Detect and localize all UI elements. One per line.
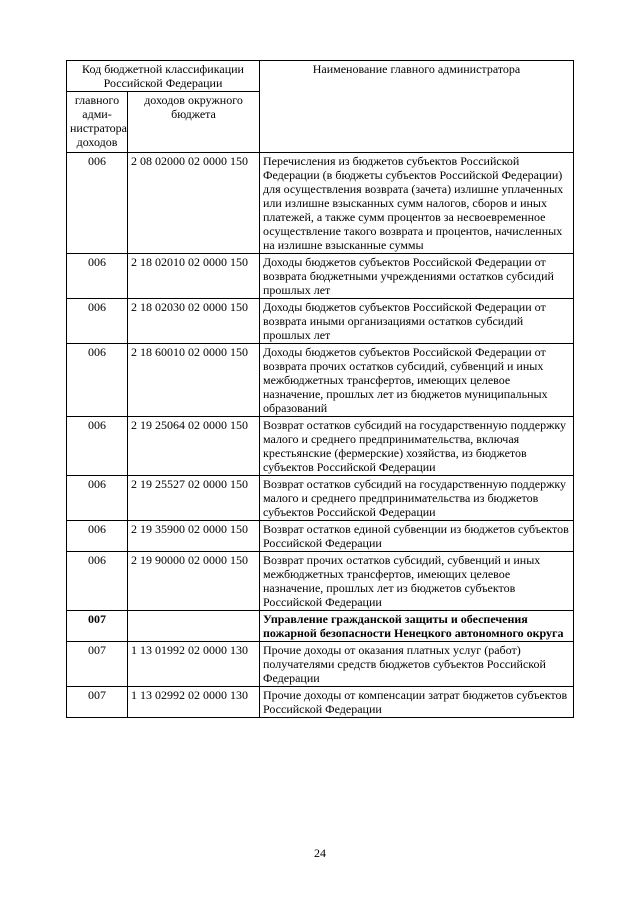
administrator-name-cell: Перечисления из бюджетов субъектов Российской Федерации (в бюджеты субъектов Российской Федерации) для осуществления возврата (зачета) излишне уплаченных или излишне взысканных сумм налогов, сборов и иных платежей, а также сумм процентов за несвоевременное осуществление такого возврата и процентов, начисленных на излишне взысканные суммы <box>260 153 574 254</box>
income-code-cell: 2 19 90000 02 0000 150 <box>128 552 260 611</box>
table-row <box>67 642 574 687</box>
admin-code-cell: 006 <box>67 254 128 299</box>
income-code-cell: 2 19 25527 02 0000 150 <box>128 476 260 521</box>
administrator-name-cell: Прочие доходы от компенсации затрат бюджетов субъектов Российской Федерации <box>260 687 574 718</box>
admin-code-cell: 006 <box>67 521 128 552</box>
administrator-name-cell: Возврат остатков субсидий на государственную поддержку малого и среднего предпринимательства из бюджетов субъектов Российской Федерации <box>260 476 574 521</box>
header-classification-code: Код бюджетной классификации Российской Федерации <box>67 61 260 92</box>
header-district-budget-income: доходов окружного бюджета <box>128 92 260 153</box>
admin-code-cell: 007 <box>67 642 128 687</box>
table-row <box>67 552 574 611</box>
table-row <box>67 521 574 552</box>
administrator-name-cell: Доходы бюджетов субъектов Российской Федерации от возврата прочих остатков субсидий, субвенций и иных межбюджетных трансфертов, имеющих целевое назначение, прошлых лет из бюджетов муниципальных образований <box>260 344 574 417</box>
income-code-cell: 2 19 25064 02 0000 150 <box>128 417 260 476</box>
table-row <box>67 153 574 254</box>
administrator-name-cell: Доходы бюджетов субъектов Российской Федерации от возврата иными организациями остатков субсидий прошлых лет <box>260 299 574 344</box>
income-code-cell: 2 18 60010 02 0000 150 <box>128 344 260 417</box>
administrator-name-cell: Управление гражданской защиты и обеспечения пожарной безопасности Ненецкого автономного округа <box>260 611 574 642</box>
income-code-cell: 1 13 02992 02 0000 130 <box>128 687 260 718</box>
income-code-cell: 2 08 02000 02 0000 150 <box>128 153 260 254</box>
administrator-name-cell: Возврат прочих остатков субсидий, субвенций и иных межбюджетных трансфертов, имеющих целевое назначение, прошлых лет из бюджетов субъектов Российской Федерации <box>260 552 574 611</box>
admin-code-cell: 006 <box>67 552 128 611</box>
income-code-cell: 2 18 02030 02 0000 150 <box>128 299 260 344</box>
table-row <box>67 417 574 476</box>
page-number: 24 <box>314 846 326 860</box>
table-row <box>67 254 574 299</box>
admin-code-cell: 006 <box>67 153 128 254</box>
administrator-name-cell: Возврат остатков субсидий на государственную поддержку малого и среднего предпринимательства, включая крестьянские (фермерские) хозяйства, из бюджетов субъектов Российской Федерации <box>260 417 574 476</box>
table-row <box>67 344 574 417</box>
administrator-name-cell: Доходы бюджетов субъектов Российской Федерации от возврата бюджетными учреждениями остатков субсидий прошлых лет <box>260 254 574 299</box>
table-row <box>67 299 574 344</box>
table-header <box>67 61 574 153</box>
table-row <box>67 687 574 718</box>
admin-code-cell: 007 <box>67 611 128 642</box>
income-code-cell: 2 19 35900 02 0000 150 <box>128 521 260 552</box>
administrator-name-cell: Прочие доходы от оказания платных услуг (работ) получателями средств бюджетов субъектов Российской Федерации <box>260 642 574 687</box>
admin-code-cell: 006 <box>67 476 128 521</box>
header-administrator-name: Наименование главного администратора <box>260 61 574 153</box>
income-code-cell: 1 13 01992 02 0000 130 <box>128 642 260 687</box>
income-code-cell <box>128 611 260 642</box>
admin-code-cell: 006 <box>67 344 128 417</box>
table-row <box>67 476 574 521</box>
table-row <box>67 611 574 642</box>
admin-code-cell: 006 <box>67 417 128 476</box>
header-chief-administrator: главного адми-нистратора доходов <box>67 92 128 153</box>
table-body <box>67 153 574 718</box>
budget-classification-table <box>66 60 574 718</box>
admin-code-cell: 006 <box>67 299 128 344</box>
income-code-cell: 2 18 02010 02 0000 150 <box>128 254 260 299</box>
administrator-name-cell: Возврат остатков единой субвенции из бюджетов субъектов Российской Федерации <box>260 521 574 552</box>
admin-code-cell: 007 <box>67 687 128 718</box>
